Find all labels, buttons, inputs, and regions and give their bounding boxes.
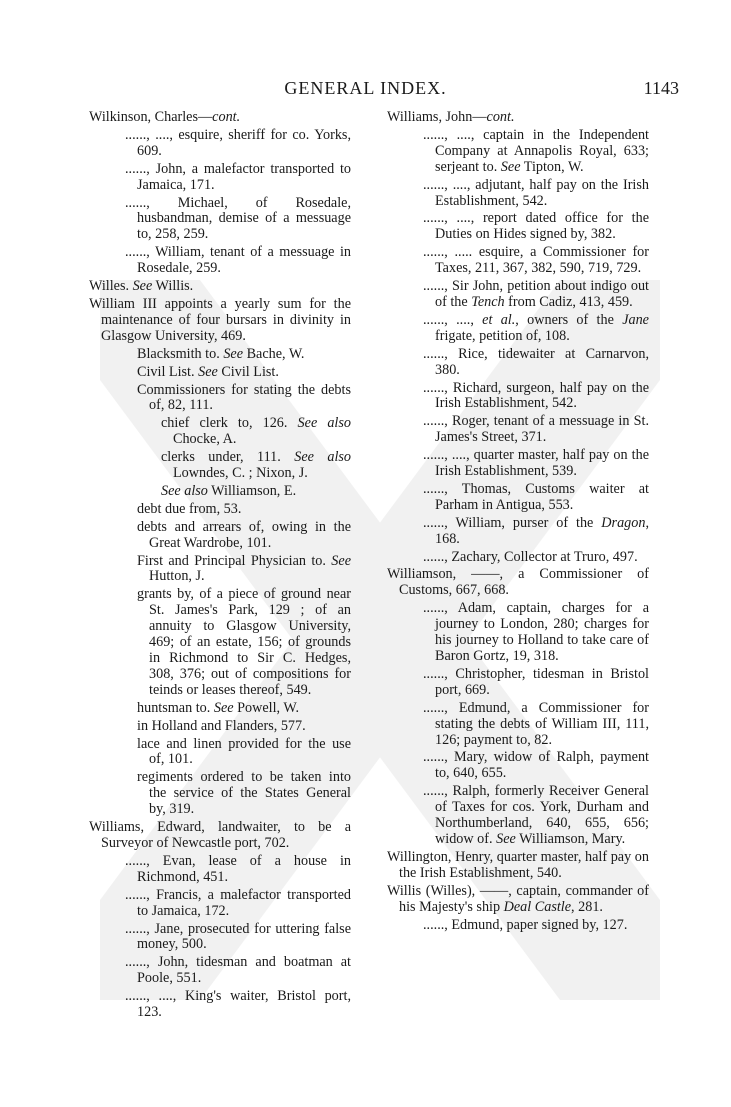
index-entry: regiments ordered to be taken into the service of the States General by, 319.: [137, 769, 351, 818]
index-entry: ......, ..... esquire, a Commissioner for Taxes, 211, 367, 382, 590, 719, 729.: [423, 244, 649, 277]
index-entry: huntsman to. See Powell, W.: [137, 699, 299, 716]
index-entry: ......, Michael, of Rosedale, husbandman, demise of a messuage to, 258, 259.: [125, 194, 351, 243]
index-entry: ......, Adam, captain, charges for a journey to London, 280; charges for his journey to Holland to take care of Baron Gortz, 19, 318.: [423, 600, 649, 664]
index-entry: ......, John, tidesman and boatman at Poole, 551.: [125, 954, 351, 987]
index-entry: Williamson, ——, a Commissioner of Customs, 667, 668.: [387, 566, 649, 599]
index-entry: ......, ...., esquire, sheriff for co. Yorks, 609.: [125, 126, 351, 159]
index-entry: lace and linen provided for the use of, 101.: [137, 735, 351, 768]
index-entry: ......, Zachary, Collector at Truro, 497.: [423, 548, 638, 565]
page-number: 1143: [643, 78, 679, 98]
index-entry: grants by, of a piece of ground near St. James's Park, 129 ; of an annuity to Glasgow University, 469; of an estate, 156; of grounds in Richmond to Sir C. Hedges, 308, 376; out of compositions for teinds or leases thereof, 549.: [137, 586, 351, 698]
index-entry: ......, Jane, prosecuted for uttering false money, 500.: [125, 920, 351, 953]
index-entry: chief clerk to, 126. See also Chocke, A.: [161, 415, 351, 448]
index-entry: ......, John, a malefactor transported to Jamaica, 171.: [125, 160, 351, 193]
index-entry: William III appoints a yearly sum for the maintenance of four bursars in divinity in Glasgow University, 469.: [89, 295, 351, 344]
index-entry: ......, Ralph, formerly Receiver General of Taxes for cos. York, Durham and Northumberland, 640, 655, 656; widow of. See Williamson, Mary.: [423, 783, 649, 847]
right-index-column: [387, 110, 649, 935]
index-entry: See also Williamson, E.: [161, 482, 297, 499]
index-entry: ......, Sir John, petition about indigo out of the Tench from Cadiz, 413, 459.: [423, 278, 649, 310]
index-entry: Blacksmith to. See Bache, W.: [137, 345, 305, 362]
index-entry: ......, William, purser of the Dragon, 168.: [423, 514, 649, 547]
index-entry: ......, ...., captain in the Independent Company at Annapolis Royal, 633; serjeant to. See Tipton, W.: [423, 126, 649, 175]
index-entry: ......, William, tenant of a messuage in Rosedale, 259.: [125, 244, 351, 277]
index-entry: Wilkinson, Charles—cont.: [89, 109, 241, 125]
index-entry: Williams, Edward, landwaiter, to be a Surveyor of Newcastle port, 702.: [89, 819, 351, 851]
index-entry: First and Principal Physician to. See Hutton, J.: [137, 552, 351, 585]
index-entry: ......, ...., et al., owners of the Jane frigate, petition of, 108.: [423, 311, 649, 344]
index-entry: ......, Francis, a malefactor transported to Jamaica, 172.: [125, 886, 351, 919]
index-entry: debt due from, 53.: [137, 500, 242, 517]
index-entry: ......, Evan, lease of a house in Richmond, 451.: [125, 852, 351, 885]
index-entry: Commissioners for stating the debts of, 82, 111.: [137, 381, 351, 414]
running-title: GENERAL INDEX.: [284, 78, 447, 98]
index-entry: ......, ...., quarter master, half pay on the Irish Establishment, 539.: [423, 447, 649, 480]
index-entry: ......, ...., adjutant, half pay on the Irish Establishment, 542.: [423, 176, 649, 209]
index-entry: Civil List. See Civil List.: [137, 363, 279, 380]
index-entry: ......, Rice, tidewaiter at Carnarvon, 380.: [423, 345, 649, 378]
index-entry: ......, Christopher, tidesman in Bristol port, 669.: [423, 665, 649, 698]
index-entry: ......, Thomas, Customs waiter at Parham in Antigua, 553.: [423, 480, 649, 513]
left-index-column: [89, 110, 351, 1023]
index-entry: ......, Edmund, a Commissioner for stating the debts of William III, 111, 126; payment to, 82.: [423, 699, 649, 748]
index-entry: debts and arrears of, owing in the Great Wardrobe, 101.: [137, 518, 351, 551]
index-entry: clerks under, 111. See also Lowndes, C. ; Nixon, J.: [161, 449, 352, 482]
index-entry: ......, Roger, tenant of a messuage in St. James's Street, 371.: [423, 413, 649, 446]
index-entry: in Holland and Flanders, 577.: [137, 717, 306, 734]
index-entry: Willington, Henry, quarter master, half pay on the Irish Establishment, 540.: [387, 848, 649, 881]
index-entry: ......, Mary, widow of Ralph, payment to, 640, 655.: [423, 749, 649, 782]
index-entry: Willis (Willes), ——, captain, commander of his Majesty's ship Deal Castle, 281.: [387, 882, 649, 915]
index-entry: ......, Edmund, paper signed by, 127.: [423, 916, 628, 933]
index-entry: ......, ...., report dated office for the Duties on Hides signed by, 382.: [423, 210, 649, 243]
index-entry: Willes. See Willis.: [89, 278, 194, 295]
index-entry: ......, Richard, surgeon, half pay on the Irish Establishment, 542.: [423, 379, 649, 412]
page-header: [90, 78, 679, 104]
index-entry: ......, ...., King's waiter, Bristol port, 123.: [125, 988, 351, 1021]
index-entry: Williams, John—cont.: [387, 109, 515, 125]
